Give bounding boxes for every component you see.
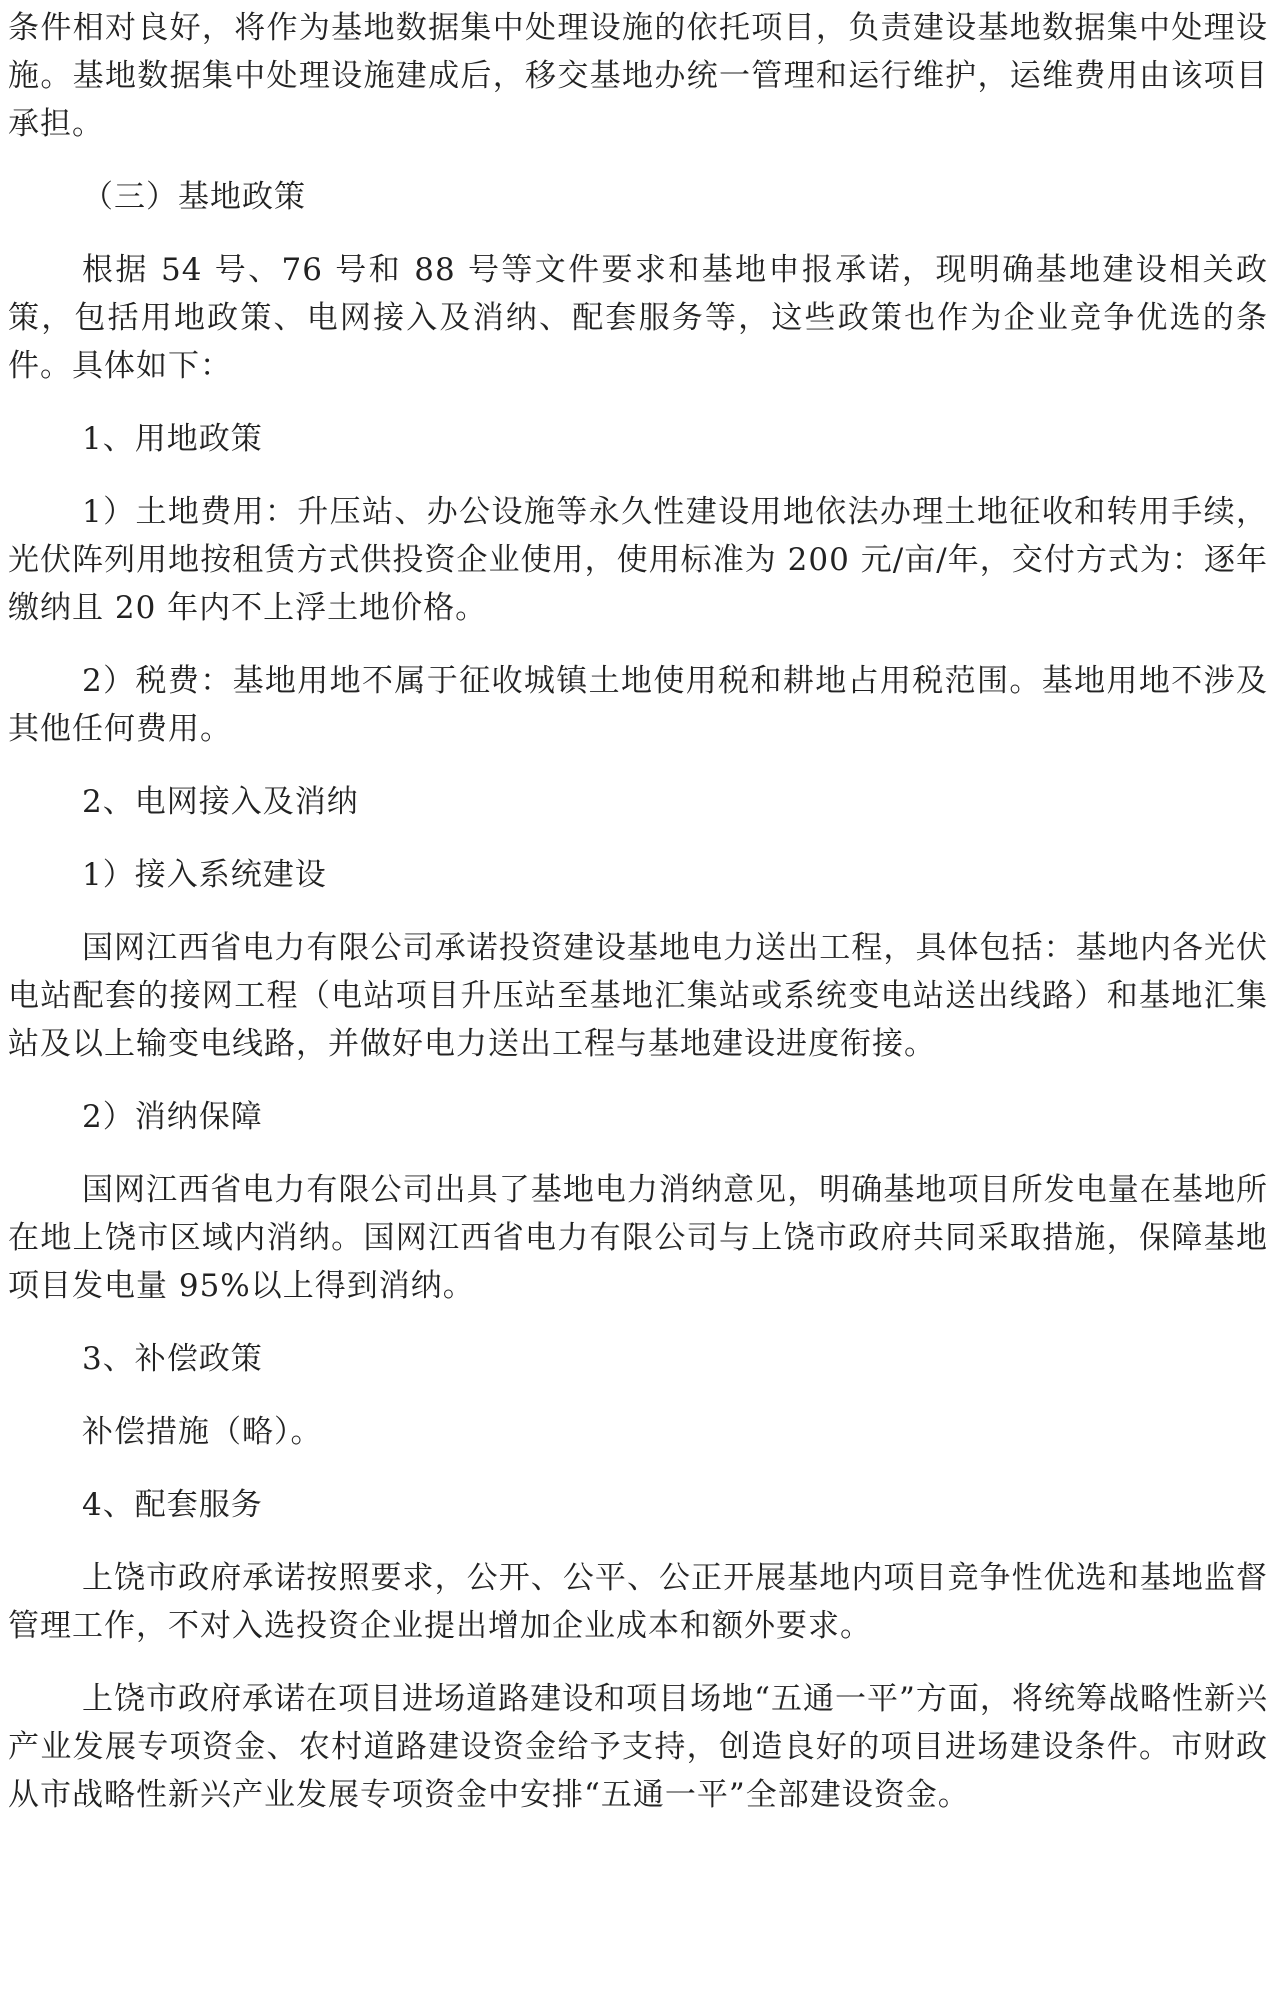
paragraph-data-facility-continuation: 条件相对良好，将作为基地数据集中处理设施的依托项目，负责建设基地数据集中处理设施。基地数据集中处理设施建成后，移交基地办统一管理和运行维护，运维费用由该项目承担。: [8, 10, 1268, 142]
paragraph-five-connections: 上饶市政府承诺在项目进场道路建设和项目场地“五通一平”方面，将统筹战略性新兴产业发展专项资金、农村道路建设资金给予支持，创造良好的项目进场建设条件。市财政从市战略性新兴产业发展专项资金中安排“五通一平”全部建设资金。: [8, 1681, 1268, 1813]
section-heading-base-policy: （三）基地政策: [82, 179, 306, 215]
paragraph-land-fee: 1）土地费用：升压站、办公设施等永久性建设用地依法办理土地征收和转用手续，光伏阵列用地按租赁方式供投资企业使用，使用标准为 200 元/亩/年，交付方式为：逐年缴纳且 20 年内不上浮土地价格。: [8, 494, 1268, 626]
subheading-compensation-policy: 3、补偿政策: [82, 1341, 263, 1377]
paragraph-access-system: 国网江西省电力有限公司承诺投资建设基地电力送出工程，具体包括：基地内各光伏电站配套的接网工程（电站项目升压站至基地汇集站或系统变电站送出线路）和基地汇集站及以上输变电线路，并做好电力送出工程与基地建设进度衔接。: [8, 930, 1268, 1062]
subheading-supporting-services: 4、配套服务: [82, 1487, 263, 1523]
subheading-grid-access: 2、电网接入及消纳: [82, 784, 359, 820]
paragraph-consumption-guarantee: 国网江西省电力有限公司出具了基地电力消纳意见，明确基地项目所发电量在基地所在地上饶市区域内消纳。国网江西省电力有限公司与上饶市政府共同采取措施，保障基地项目发电量 95%以上得到消纳。: [8, 1172, 1268, 1304]
paragraph-policy-intro: 根据 54 号、76 号和 88 号等文件要求和基地申报承诺，现明确基地建设相关政策，包括用地政策、电网接入及消纳、配套服务等，这些政策也作为企业竞争优选的条件。具体如下：: [8, 252, 1268, 384]
paragraph-compensation: 补偿措施（略）。: [82, 1414, 323, 1450]
paragraph-taxes: 2）税费：基地用地不属于征收城镇土地使用税和耕地占用税范围。基地用地不涉及其他任何费用。: [8, 663, 1268, 747]
subheading-consumption-guarantee: 2）消纳保障: [82, 1099, 263, 1135]
subheading-access-system: 1）接入系统建设: [82, 857, 327, 893]
subheading-land-policy: 1、用地政策: [82, 421, 263, 457]
paragraph-fair-selection: 上饶市政府承诺按照要求，公开、公平、公正开展基地内项目竞争性优选和基地监督管理工作，不对入选投资企业提出增加企业成本和额外要求。: [8, 1560, 1268, 1644]
